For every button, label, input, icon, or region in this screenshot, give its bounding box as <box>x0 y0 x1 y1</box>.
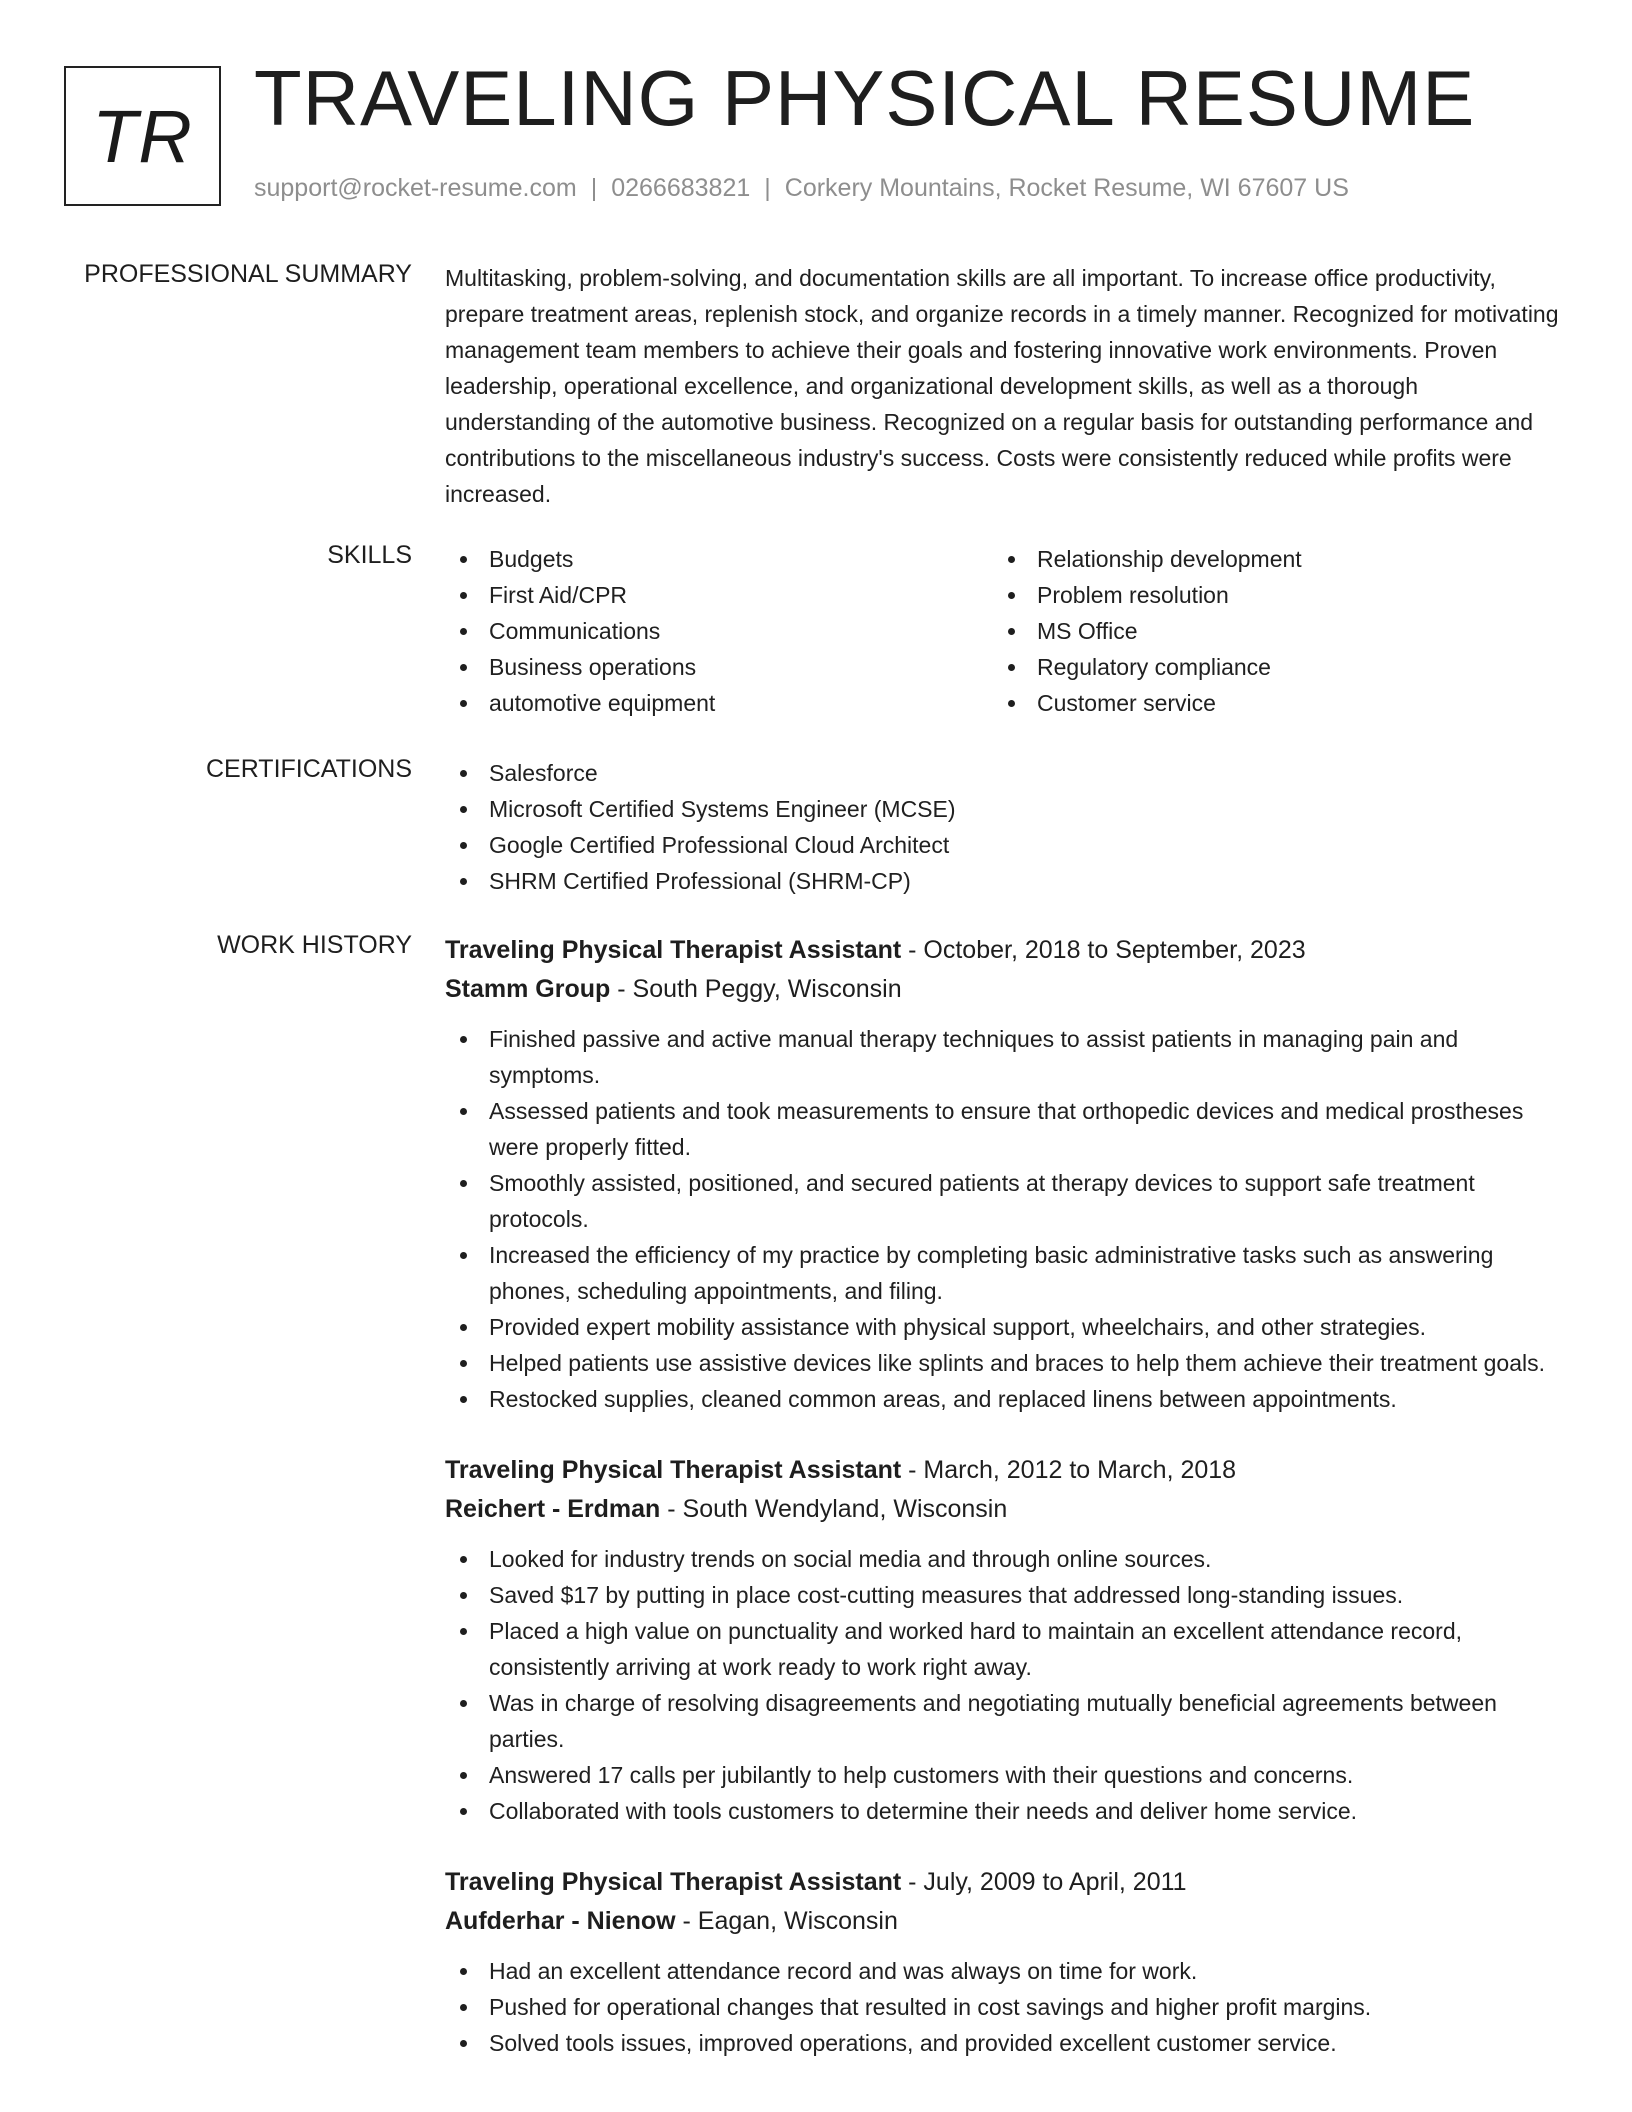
contact-phone[interactable]: 0266683821 <box>611 174 751 202</box>
contact-separator: | <box>590 174 598 202</box>
section-heading-summary: PROFESSIONAL SUMMARY <box>84 260 412 288</box>
job-dates: - March, 2012 to March, 2018 <box>901 1456 1237 1484</box>
monogram-logo: TR <box>64 66 221 206</box>
job-duties-list <box>445 1953 1570 2061</box>
job-location: - Eagan, Wisconsin <box>675 1907 898 1935</box>
job-title-line <box>445 931 1570 970</box>
job-location: - South Wendyland, Wisconsin <box>660 1495 1008 1523</box>
job-company: Stamm Group <box>445 975 611 1003</box>
certification-item: Google Certified Professional Cloud Architect <box>445 827 1570 863</box>
job-duty: Restocked supplies, cleaned common areas, and replaced linens between appointments. <box>445 1381 1570 1417</box>
job-duty: Finished passive and active manual therapy techniques to assist patients in managing pain and symptoms. <box>445 1021 1570 1093</box>
job-company: Aufderhar - Nienow <box>445 1907 676 1935</box>
job-duty: Looked for industry trends on social media and through online sources. <box>445 1541 1570 1577</box>
skill-item: MS Office <box>993 613 1541 649</box>
job-duty: Assessed patients and took measurements to ensure that orthopedic devices and medical prostheses were properly fitted. <box>445 1093 1570 1165</box>
job-duty: Collaborated with tools customers to determine their needs and deliver home service. <box>445 1793 1570 1829</box>
skills-list-left <box>445 541 993 721</box>
skill-item: Communications <box>445 613 993 649</box>
contact-line <box>254 174 1349 203</box>
summary-text: Multitasking, problem-solving, and documentation skills are all important. To increase office productivity, prepare treatment areas, replenish stock, and organize records in a timely manner. Recognized for motivating management team members to achieve their goals and fostering innovative work environments. Proven leadership, operational excellence, and organizational development skills, as well as a thorough understanding of the automotive business. Recognized on a regular basis for outstanding performance and contributions to the miscellaneous industry's success. Costs were consistently reduced while profits were increased. <box>445 265 1559 507</box>
job-title-line <box>445 1451 1570 1490</box>
job-employer-line <box>445 1902 1570 1941</box>
certification-item: Microsoft Certified Systems Engineer (MCSE) <box>445 791 1570 827</box>
skill-item: Problem resolution <box>993 577 1541 613</box>
skill-item: Regulatory compliance <box>993 649 1541 685</box>
job-duty: Answered 17 calls per jubilantly to help customers with their questions and concerns. <box>445 1757 1570 1793</box>
skills-list-right <box>993 541 1541 721</box>
job-duty: Was in charge of resolving disagreements and negotiating mutually beneficial agreements between parties. <box>445 1685 1570 1757</box>
skill-item: First Aid/CPR <box>445 577 993 613</box>
job-duty: Provided expert mobility assistance with physical support, wheelchairs, and other strategies. <box>445 1309 1570 1345</box>
job-duty: Helped patients use assistive devices like splints and braces to help them achieve their treatment goals. <box>445 1345 1570 1381</box>
job-duty: Pushed for operational changes that resulted in cost savings and higher profit margins. <box>445 1989 1570 2025</box>
job-duty: Increased the efficiency of my practice by completing basic administrative tasks such as answering phones, scheduling appointments, and filing. <box>445 1237 1570 1309</box>
job-duty: Had an excellent attendance record and was always on time for work. <box>445 1953 1570 1989</box>
skill-item: Customer service <box>993 685 1541 721</box>
job-entry <box>445 1451 1570 1829</box>
certification-item: Salesforce <box>445 755 1570 791</box>
job-dates: - October, 2018 to September, 2023 <box>901 936 1306 964</box>
job-employer-line <box>445 970 1570 1009</box>
contact-address: Corkery Mountains, Rocket Resume, WI 67607 US <box>784 174 1349 202</box>
job-title-line <box>445 1863 1570 1902</box>
job-duty: Solved tools issues, improved operations, and provided excellent customer service. <box>445 2025 1570 2061</box>
resume-title: TRAVELING PHYSICAL RESUME <box>254 54 1476 142</box>
contact-separator: | <box>764 174 771 202</box>
contact-email[interactable]: support@rocket-resume.com <box>254 174 577 202</box>
job-title: Traveling Physical Therapist Assistant <box>445 1456 902 1484</box>
job-entry <box>445 1863 1570 2061</box>
section-heading-skills: SKILLS <box>327 541 412 569</box>
job-duty: Saved $17 by putting in place cost-cutting measures that addressed long-standing issues. <box>445 1577 1570 1613</box>
skill-item: Relationship development <box>993 541 1541 577</box>
job-title: Traveling Physical Therapist Assistant <box>445 936 902 964</box>
job-location: - South Peggy, Wisconsin <box>610 975 902 1003</box>
certifications-list <box>445 755 1570 899</box>
job-duty: Placed a high value on punctuality and worked hard to maintain an excellent attendance record, consistently arriving at work ready to work right away. <box>445 1613 1570 1685</box>
job-dates: - July, 2009 to April, 2011 <box>901 1868 1187 1896</box>
job-duties-list <box>445 1541 1570 1829</box>
skill-item: Budgets <box>445 541 993 577</box>
section-heading-certifications: CERTIFICATIONS <box>205 755 412 783</box>
job-title: Traveling Physical Therapist Assistant <box>445 1868 902 1896</box>
job-entry <box>445 931 1570 1417</box>
job-company: Reichert - Erdman <box>445 1495 661 1523</box>
section-heading-work-history: WORK HISTORY <box>217 931 412 959</box>
job-duties-list <box>445 1021 1570 1417</box>
job-duty: Smoothly assisted, positioned, and secured patients at therapy devices to support safe treatment protocols. <box>445 1165 1570 1237</box>
job-employer-line <box>445 1490 1570 1529</box>
certification-item: SHRM Certified Professional (SHRM-CP) <box>445 863 1570 899</box>
skill-item: Business operations <box>445 649 993 685</box>
skill-item: automotive equipment <box>445 685 993 721</box>
